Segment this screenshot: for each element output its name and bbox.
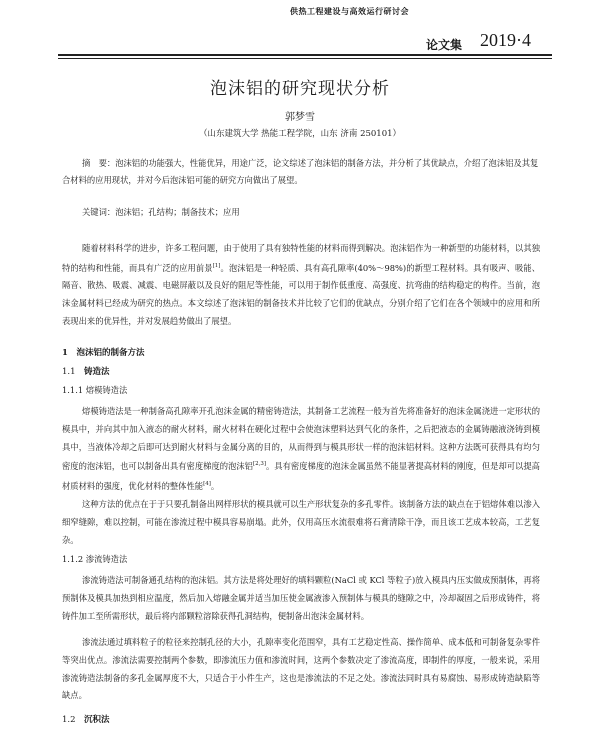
citation: [4] xyxy=(203,480,211,487)
section-heading-1-1-1: 1.1.1 熔模铸造法 xyxy=(62,385,128,395)
section-heading-1: 1 泡沫铝的制备方法 xyxy=(62,348,145,358)
keywords: 关键词：泡沫铝；孔结构；制备技术；应用 xyxy=(82,207,240,217)
section-heading-1-1: 1.1 铸造法 xyxy=(62,367,110,377)
intro-paragraph: 随着材料科学的进步，许多工程问题，由于使用了具有独特性能的材料而得到解决。泡沫铝作为一种新型的功能材料，以其独特的结构和性能，而具有广泛的应用前景[1]。泡沫铝是一种轻质、具有高孔隙率(40%～98%)的新型工程材料。具有吸声、吸能、隔音、散热、吸震、减震、电磁屏蔽以及良好的阻尼等性能，可以用于制作低重度、高强度、抗弯曲的结构稳定的构件。当前，泡沫金属材料已经成为研究的热点。本文综述了泡沫铝的制备技术并比较了它们的优缺点，分别介绍了它们在各个领域中的应用和所表现出来的优异性，并对发展趋势做出了展望。 xyxy=(62,243,540,326)
infiltration-casting-pros-cons: 渗流法通过填料粒子的粒径来控制孔径的大小，孔隙率变化范围窄，具有工艺稳定性高、操作简单、成本低和可制备复杂零件等突出优点。渗流法需要控制两个参数，即渗流压力值和渗流时间，这两个参数决定了渗流高度，即制件的厚度，一般来说，采用渗流铸造法制备的多孔金属厚度不大，只适合于小件生产，这也是渗流法的不足之处。渗流法同时具有易腐蚀、易形成铸造缺陷等缺点。 xyxy=(62,637,540,701)
running-header-conference: 供热工程建设与高效运行研讨会 xyxy=(290,6,409,16)
abstract: 摘 要：泡沫铝的功能强大，性能优异，用途广泛，论文综述了泡沫铝的制备方法，并分析了其优缺点，介绍了泡沫铝及其复合材料的应用现状，并对今后泡沫铝可能的研究方向做出了展望。 xyxy=(62,158,539,185)
header-rule-thin xyxy=(58,58,552,59)
section-heading-1-2: 1.2 沉积法 xyxy=(62,715,110,725)
running-header-collection: 论文集 xyxy=(426,38,463,52)
section-heading-1-1-2: 1.1.2 渗流铸造法 xyxy=(62,554,128,564)
paper-title: 泡沫铝的研究现状分析 xyxy=(210,79,390,99)
citation: [1] xyxy=(212,262,221,269)
author-name: 郭梦雪 xyxy=(285,112,315,123)
header-rule-thick xyxy=(58,54,552,56)
investment-casting-paragraph: 熔模铸造法是一种制备高孔隙率开孔泡沫金属的精密铸造法，其制备工艺流程一般为首先将准备好的泡沫金属浇进一定形状的模具中，并向其中加入液态的耐火材料，耐火材料在硬化过程中会使泡沫塑料达到气化的条件，之后把液态的金属铸融液浇铸到模具中，当液体冷却之后即可达到耐火材料与金属分离的目的，从而得到与模具形状一样的泡沫铝材料。这种方法既可获得具有均匀密度的泡沫铝，也可以制备出具有密度梯度的泡沫铝[2,3]。具有密度梯度的泡沫金属虽然不能显著提高材料的刚度，但是却可以提高材质材料的强度，优化材料的整体性能[4]。 xyxy=(62,406,540,491)
running-header-year: 2019·4 xyxy=(480,30,531,50)
citation: [2,3] xyxy=(252,461,266,468)
investment-casting-pros-cons: 这种方法的优点在于于只要孔制备出网样形状的模具就可以生产形状复杂的多孔零件。该制备方法的缺点在于铝熔体难以渗入细窄缝隙，难以控制，可能在渗流过程中模具容易崩塌。此外，仅用高压水流很难将石膏清除干净，而且该工艺成本较高，工艺复杂。 xyxy=(62,499,540,545)
infiltration-casting-paragraph: 渗流铸造法可制备通孔结构的泡沫铝。其方法是将处理好的填料颗粒(NaCl 或 KCl 等粒子)放入模具内压实做成预制体，再将预制体及模具加热到相应温度，然后加入熔融金属并适当加压使金属液渗入预制体与模具的缝隙之中，冷却凝固之后形成铸件，将铸件加工至所需形状，最后将内部颗粒溶除获得孔洞结构，便制备出泡沫金属材料。 xyxy=(62,575,540,621)
author-affiliation: （山东建筑大学 热能工程学院，山东 济南 250101） xyxy=(198,129,402,139)
